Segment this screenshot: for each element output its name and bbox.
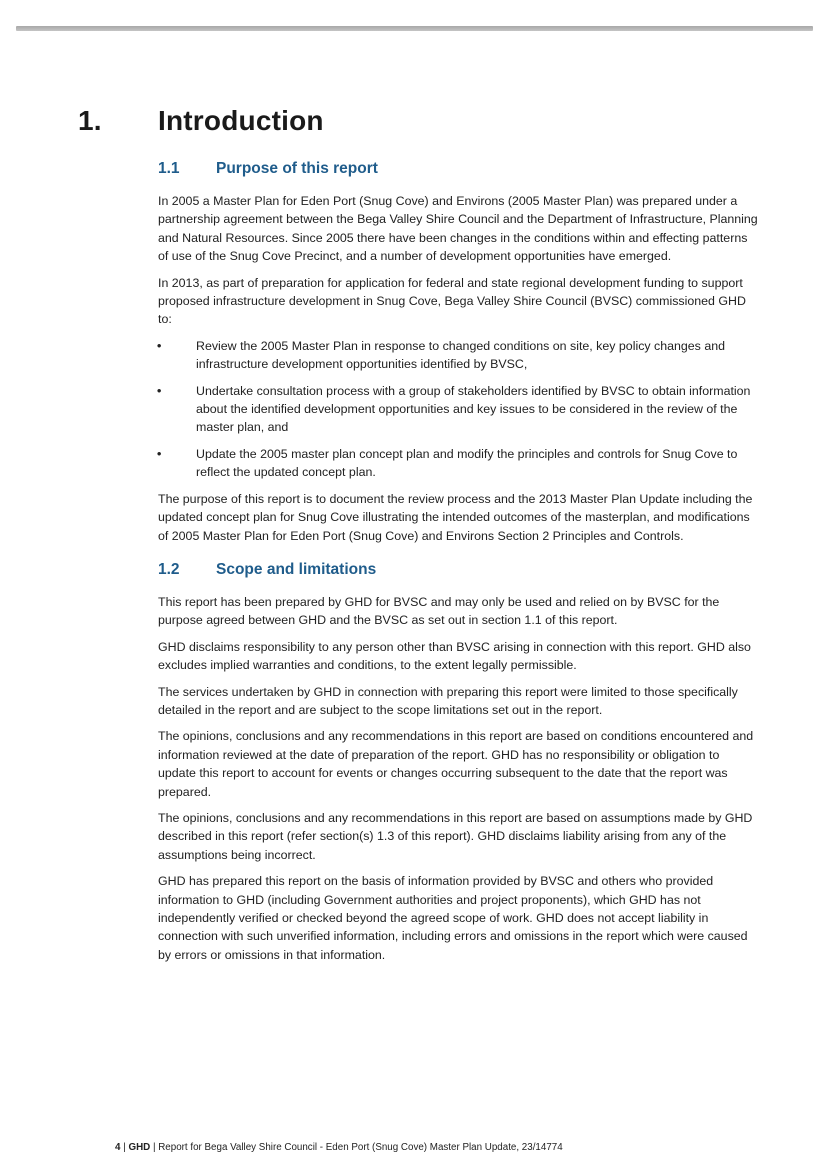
footer-separator: | [120, 1142, 129, 1153]
list-item-text: Review the 2005 Master Plan in response to changed conditions on site, key policy changes and infrastructure development opportunities identified by BVSC, [196, 338, 725, 372]
list-item [158, 337, 758, 374]
section-number: 1.2 [158, 560, 180, 578]
page-footer [115, 1142, 563, 1153]
paragraph: GHD disclaims responsibility to any person other than BVSC arising in connection with this report. GHD also excludes implied warranties and conditions, to the extent legally permissible. [158, 639, 751, 673]
header-rule [16, 26, 813, 31]
bullet-icon: • [157, 446, 162, 461]
bullet-list [158, 337, 758, 482]
paragraph: The purpose of this report is to document the review process and the 2013 Master Plan Update including the updated concept plan for Snug Cove illustrating the intended outcomes of the masterplan, and modifications of 2005 Master Plan for Eden Port (Snug Cove) and Environs Section 2 Principles and Controls. [158, 491, 753, 543]
footer-org: GHD [128, 1142, 151, 1153]
paragraph: GHD has prepared this report on the basis of information provided by BVSC and others who provided information to GHD (including Government authorities and project proponents), which GHD has not independently verified or checked beyond the agreed scope of work. GHD does not accept liability in connection with such unverified information, including errors and omissions in the report which were caused by errors or omissions in that information. [158, 874, 748, 962]
chapter-number: 1. [78, 105, 102, 136]
section-heading-1-1 [158, 160, 758, 184]
footer-separator: | [150, 1142, 159, 1153]
chapter-title: Introduction [158, 105, 324, 136]
paragraph: This report has been prepared by GHD for BVSC and may only be used and relied on by BVSC for the purpose agreed between GHD and the BVSC as set out in section 1.1 of this report. [158, 594, 720, 628]
page-number: 4 [115, 1142, 121, 1153]
section-number: 1.1 [158, 160, 180, 177]
paragraph: The services undertaken by GHD in connection with preparing this report were limited to those specifically detailed in the report and are subject to the scope limitations set out in the report. [158, 684, 738, 717]
bullet-icon: • [157, 338, 162, 353]
bullet-icon: • [157, 383, 162, 398]
list-item-text: Update the 2005 master plan concept plan and modify the principles and controls for Snug Cove to reflect the updated concept plan. [196, 446, 738, 480]
page-body [158, 160, 758, 972]
paragraph: In 2005 a Master Plan for Eden Port (Snug Cove) and Environs (2005 Master Plan) was prepared under a partnership agreement between the Bega Valley Shire Council and the Department of Infrastructure, Planning and Natural Resources. Since 2005 there have been changes in the conditions within and effecting patterns of use of the Snug Cove Precinct, and a number of development opportunities have emerged. [158, 194, 758, 264]
section-title: Purpose of this report [216, 160, 378, 177]
list-item-text: Undertake consultation process with a group of stakeholders identified by BVSC to obtain information about the identified development opportunities and key issues to be considered in the review of the master plan, and [196, 383, 751, 435]
paragraph: In 2013, as part of preparation for application for federal and state regional development funding to support proposed infrastructure development in Snug Cove, Bega Valley Shire Council (BVSC) commissioned GHD to: [158, 275, 746, 327]
paragraph: The opinions, conclusions and any recommendations in this report are based on assumptions made by GHD described in this report (refer section(s) 1.3 of this report). GHD disclaims liability arising from any of the assumptions being incorrect. [158, 810, 753, 862]
list-item [158, 382, 758, 437]
footer-text: Report for Bega Valley Shire Council - Eden Port (Snug Cove) Master Plan Update, 23/14774 [158, 1142, 563, 1153]
section-heading-1-2 [158, 561, 758, 585]
section-title: Scope and limitations [216, 560, 377, 578]
list-item [158, 445, 758, 482]
paragraph: The opinions, conclusions and any recommendations in this report are based on conditions encountered and information reviewed at the date of preparation of the report. GHD has no responsibility or obligation to update this report to account for events or changes occurring subsequent to the date that the report was prepared. [158, 729, 754, 799]
